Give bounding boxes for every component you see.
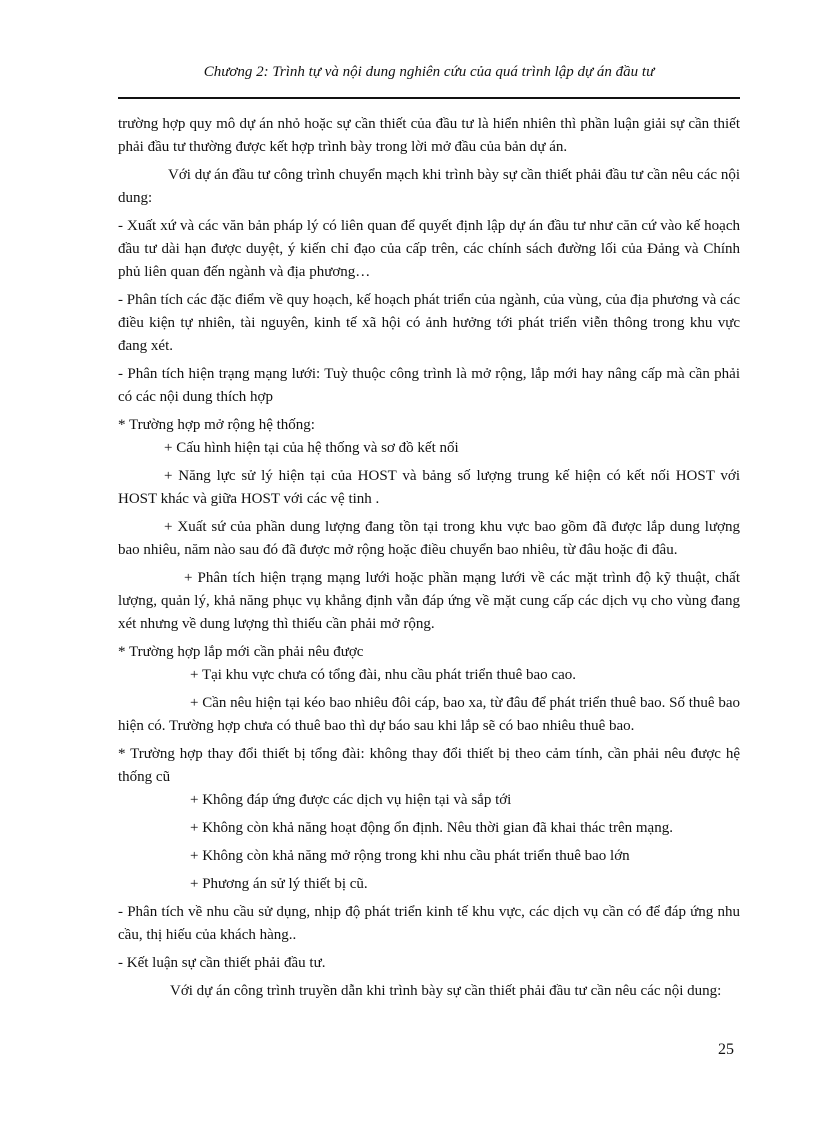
list-item-capacity-origin: + Xuất sứ của phần dung lượng đang tồn tại trong khu vực bao gồm đã được lắp dung lượng bao nhiêu, năm nào sau đó đã được mở rộng hoặc điều chuyển bao nhiêu, từ đâu hoặc đi đâu. <box>118 519 740 558</box>
list-item-stability: + Không còn khả năng hoạt động ổn định. Nêu thời gian đã khai thác trên mạng. <box>190 820 673 836</box>
paragraph-intro-continuation: trường hợp quy mô dự án nhỏ hoặc sự cần thiết của đầu tư là hiển nhiên thì phần luận giải sự cần thiết phải đầu tư thường được kết hợp trình bày trong lời mở đầu của bản dự án. <box>118 116 740 155</box>
header-rule <box>118 97 740 99</box>
list-item-host-capacity: + Năng lực sử lý hiện tại của HOST và bảng số lượng trung kế hiện có kết nối HOST với HOST khác và giữa HOST với các vệ tinh . <box>118 468 740 507</box>
paragraph-demand-analysis: - Phân tích về nhu cầu sử dụng, nhịp độ phát triển kinh tế khu vực, các dịch vụ cần có để đáp ứng nhu cầu, thị hiếu của khách hàng.. <box>118 904 740 943</box>
list-item-no-exchange: + Tại khu vực chưa có tổng đài, nhu cầu phát triển thuê bao cao. <box>190 667 576 683</box>
heading-replace-equipment: * Trường hợp thay đổi thiết bị tổng đài: không thay đổi thiết bị theo cảm tính, cần phải nêu được hệ thống cũ <box>118 746 740 785</box>
paragraph-switching-intro: Với dự án đầu tư công trình chuyển mạch khi trình bày sự cần thiết phải đầu tư cần nêu các nội dung: <box>118 167 740 206</box>
list-item-cable-pairs: + Cần nêu hiện tại kéo bao nhiêu đôi cáp, bao xa, từ đâu để phát triển thuê bao. Số thuê bao hiện có. Trường hợp chưa có thuê bao thì dự báo sau khi lắp sẽ có bao nhiêu thuê bao. <box>118 695 740 734</box>
paragraph-network-status: - Phân tích hiện trạng mạng lưới: Tuỳ thuộc công trình là mở rộng, lắp mới hay nâng cấp mà cần phải có các nội dung thích hợp <box>118 366 740 405</box>
paragraph-planning-analysis: - Phân tích các đặc điểm về quy hoạch, kế hoạch phát triển của ngành, của vùng, của địa phương và các điều kiện tự nhiên, tài nguyên, kinh tế xã hội có ảnh hưởng tới phát triển viễn thông trong khu vực đang xét. <box>118 292 740 354</box>
heading-new-install: * Trường hợp lắp mới cần phải nêu được <box>118 644 364 660</box>
list-item-services: + Không đáp ứng được các dịch vụ hiện tại và sắp tới <box>190 792 512 808</box>
heading-expand-system: * Trường hợp mở rộng hệ thống: <box>118 417 315 433</box>
paragraph-transmission-intro: Với dự án công trình truyền dẫn khi trình bày sự cần thiết phải đầu tư cần nêu các nội dung: <box>170 983 722 999</box>
running-header: Chương 2: Trình tự và nội dung nghiên cứu của quá trình lập dự án đầu tư <box>203 64 655 80</box>
page-body <box>118 113 740 1008</box>
list-item-network-analysis: + Phân tích hiện trạng mạng lưới hoặc phần mạng lưới về các mặt trình độ kỹ thuật, chất lượng, quản lý, khả năng phục vụ khẳng định vẫn đáp ứng về mặt cung cấp các dịch vụ cho vùng đang xét nhưng về dung lượng thì thiếu cần phải mở rộng. <box>118 570 740 632</box>
list-item-expandability: + Không còn khả năng mở rộng trong khi nhu cầu phát triển thuê bao lớn <box>190 848 630 864</box>
paragraph-conclusion: - Kết luận sự cần thiết phải đầu tư. <box>118 955 326 971</box>
paragraph-origin-legal: - Xuất xứ và các văn bản pháp lý có liên quan để quyết định lập dự án đầu tư như căn cứ vào kế hoạch đầu tư dài hạn được duyệt, ý kiến chỉ đạo của cấp trên, các chính sách đường lối của Đảng và Chính phủ liên quan đến ngành và địa phương… <box>118 218 740 280</box>
list-item-configuration: + Cấu hình hiện tại của hệ thống và sơ đồ kết nối <box>164 440 459 456</box>
page-number: 25 <box>718 1041 734 1058</box>
list-item-old-equipment: + Phương án sử lý thiết bị cũ. <box>190 876 368 892</box>
